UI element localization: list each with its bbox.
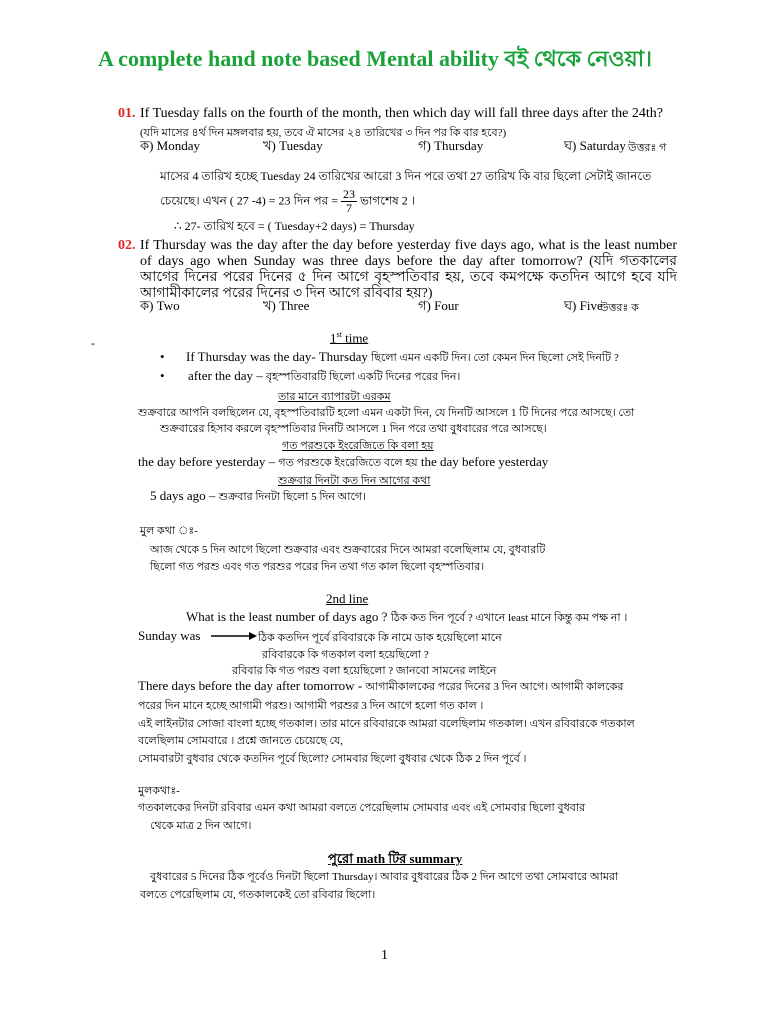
bullet-icon: • bbox=[160, 349, 165, 364]
subheading-3: শুক্রবার দিনটা কত দিন আগের কথা bbox=[278, 475, 431, 487]
day-before-yesterday-line: the day before yesterday – গত পরশুকে ইংরেজিতে বলে হয় the day before yesterday bbox=[138, 454, 549, 469]
q1-option-a: ক) Monday bbox=[140, 138, 201, 153]
page-number: 1 bbox=[381, 948, 388, 963]
mulkotha-line-2: থেকে মাত্র 2 দিন আগে। bbox=[150, 820, 252, 832]
bullet-2: after the day – বৃহস্পতিবারটি ছিলো একটি দিনের পরের দিন। bbox=[188, 368, 461, 383]
least-days-line: What is the least number of days ago ? ঠিক কত দিন পূর্বে ? এখানে least মানে কিন্তু কম পক্ষ না । bbox=[186, 609, 628, 624]
q1-answer: উত্তরঃ গ bbox=[628, 142, 667, 154]
q2-option-d: ঘ) Five bbox=[564, 298, 603, 313]
q1-solution-line-3: ∴ 27- তারিখ হবে = ( Tuesday+2 days) = Thursday bbox=[174, 219, 415, 233]
stray-dash: - bbox=[91, 336, 95, 350]
question-2-text: If Thursday was the day after the day before yesterday five days ago, what is the least number of days ago when Sunday was three days before the day after tomorrow? (যদি গতকালের আগের দিনের পরের দিনের ৫ দিন আগে বৃহস্পতিবার হয়, তবে কমপক্ষে কতদিন আগে হবে যদি আগামীকালের পরের দিনের ৩ দিন আগে রবিবার হয়?) bbox=[140, 238, 677, 301]
q1-solution-text-b: ভাগশেষ 2 । bbox=[359, 193, 416, 208]
question-1-bengali: (যদি মাসের ৪র্থ দিন মঙ্গলবার হয়, তবে ঐ মাসের ২৪ তারিখের ৩ দিন পর কি বার হবে?) bbox=[140, 127, 507, 139]
second-paragraph-4: বলেছিলাম সোমবারে । প্রশ্নে জানতে চেয়েছে যে, bbox=[138, 735, 344, 747]
page-title: A complete hand note based Mental ability বই থেকে নেওয়া। bbox=[98, 46, 652, 71]
summary-heading: পুরো math টির summary bbox=[328, 851, 463, 866]
q1-option-d: ঘ) Saturday bbox=[564, 138, 626, 153]
fraction-denominator: 7 bbox=[345, 201, 352, 215]
question-1-text: If Tuesday falls on the fourth of the month, then which day will fall three days after the 24th? bbox=[140, 106, 663, 121]
subheading-1: তার মানে ব্যাপারটা এরকম bbox=[278, 391, 391, 403]
q2-option-c: গ) Four bbox=[418, 298, 459, 313]
sunday-explanation-1: ঠিক কতদিন পূর্বে রবিবারকে কি নামে ডাক হয়েছিলো মানে bbox=[258, 632, 502, 644]
second-line-heading: 2nd line bbox=[326, 591, 369, 606]
mulkotha-line-1: গতকালকের দিনটা রবিবার এমন কথা আমরা বলতে পেরেছিলাম সোমবার এবং এই সোমবার ছিলো বুধবার bbox=[138, 802, 586, 814]
there-days-line: There days before the day after tomorrow - আগামীকালকের পরের দিনের 3 দিন আগে। আগামী কালকের bbox=[138, 678, 624, 693]
bullet-icon: • bbox=[160, 368, 165, 383]
second-paragraph-3: এই লাইনটার সোজা বাংলা হচ্ছে গতকাল। তার মানে রবিবারকে আমরা বলেছিলাম গতকাল। এখন রবিবারকে গতকাল bbox=[138, 718, 635, 730]
question-1-number: 01. bbox=[118, 106, 136, 121]
fraction-numerator: 23 bbox=[342, 187, 355, 201]
fraction bbox=[341, 188, 357, 215]
bullet-1: If Thursday was the day- Thursday ছিলো এমন একটি দিন। তো কেমন দিন ছিলো সেই দিনটি ? bbox=[186, 349, 619, 364]
right-arrow-icon bbox=[211, 630, 257, 642]
q1-option-b: খ) Tuesday bbox=[263, 138, 323, 153]
q1-solution-line-2 bbox=[160, 188, 415, 215]
summary-line-1: বুধবারের 5 দিনের ঠিক পূর্বেও দিনটা ছিলো Thursday। আবার বুধবারের ঠিক 2 দিন আগে তথা সোমবারে আমরা bbox=[150, 871, 619, 883]
subheading-2: গত পরশুকে ইংরেজিতে কি বলা হয় bbox=[282, 440, 434, 452]
first-time-heading: 1st time bbox=[330, 330, 369, 346]
mulkotha-heading: মুলকথাঃ- bbox=[138, 785, 180, 797]
mul-katha-heading: মুল কথা ঃ- bbox=[140, 525, 198, 537]
q2-option-b: খ) Three bbox=[263, 298, 310, 313]
question-2-number: 02. bbox=[118, 238, 136, 253]
paragraph-1: শুক্রবারে আপনি বলছিলেন যে, বৃহস্পতিবারটি হলো এমন একটা দিন, যে দিনটি আসলে 1 টি দিনের পরে আসছে। তো bbox=[138, 407, 635, 419]
second-paragraph-2: পরের দিন মানে হচ্ছে আগামী পরশু। আগামী পরশুর 3 দিন আগে হলো গত কাল । bbox=[138, 700, 484, 712]
second-paragraph-5: সোমবারটা বুধবার থেকে কতদিন পূর্বে ছিলো? সোমবার ছিলো বুধবার থেকে ঠিক 2 দিন পূর্বে । bbox=[138, 753, 527, 765]
sunday-explanation-2: রবিবারকে কি গতকাল বলা হয়েছিলো ? bbox=[262, 649, 429, 661]
q2-option-a: ক) Two bbox=[140, 298, 180, 313]
q1-solution-line-1: মাসের 4 তারিখ হচ্ছে Tuesday 24 তারিখের আরো 3 দিন পরে তথা 27 তারিখ কি বার ছিলো সেটাই জানতে bbox=[160, 169, 652, 183]
sunday-was-label: Sunday was bbox=[138, 628, 201, 643]
five-days-ago-line: 5 days ago – শুক্রবার দিনটা ছিলো 5 দিন আগে। bbox=[150, 488, 367, 503]
q1-solution-text-a: চেয়েছে। এখন ( 27 -4) = 23 দিন পর = bbox=[160, 193, 338, 208]
summary-line-2: বলতে পেরেছিলাম যে, গতকালকেই তো রবিবার ছিলো। bbox=[140, 889, 376, 901]
sunday-explanation-3: রবিবার কি গত পরশু বলা হয়েছিলো ? জানবো সামনের লাইনে bbox=[232, 665, 497, 677]
paragraph-2: শুক্রবারের হিসাব করলে বৃহস্পতিবার দিনটি আসলে 1 দিন পরে তথা বুধবারের পরে আসছে। bbox=[160, 423, 547, 435]
q2-answer: উত্তরঃ ক bbox=[600, 302, 639, 314]
mul-katha-line-2: ছিলো গত পরশু এবং গত পরশুর পরের দিন তথা গত কাল ছিলো বৃহস্পতিবার। bbox=[150, 561, 485, 573]
mul-katha-line-1: আজ থেকে 5 দিন আগে ছিলো শুক্রবার এবং শুক্রবারের দিনে আমরা বলেছিলাম যে, বুধবারটি bbox=[150, 544, 546, 556]
q1-option-c: গ) Thursday bbox=[418, 138, 484, 153]
